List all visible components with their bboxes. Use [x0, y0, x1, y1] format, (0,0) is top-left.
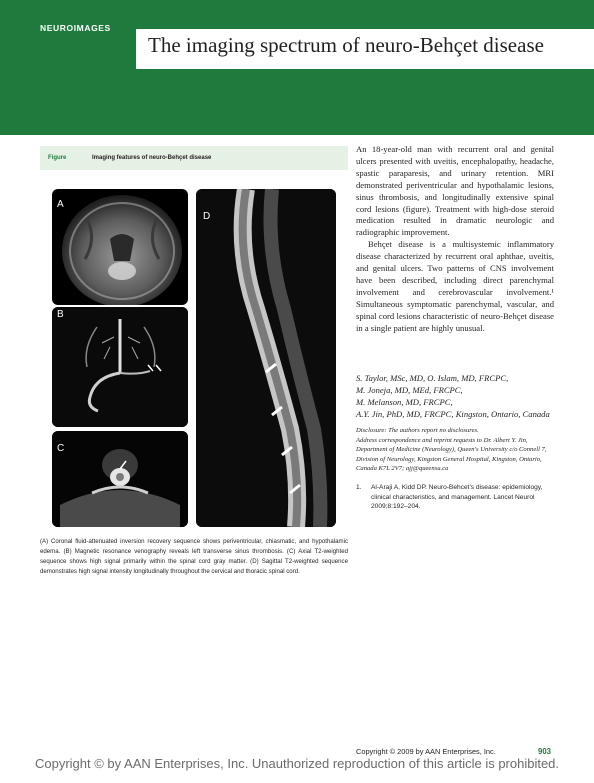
author-line: A.Y. Jin, PhD, MD, FRCPC, Kingston, Ontario, Canada: [356, 408, 550, 419]
correspondence-note: Address correspondence and reprint requests to Dr. Albert Y. Jin, Department of Medicine (Neurology), Queen's University c/o Connell 7, Division of Neurology, Kingston General Hospital, Kingston, Ontario, Canada K7L 2V7; ajj@queensu.ca: [356, 437, 547, 473]
title-box: [136, 29, 594, 69]
figure-images: [40, 181, 348, 531]
figure-title: Imaging features of neuro-Behçet disease: [92, 155, 212, 161]
reference-text: Al-Araji A, Kidd DP. Neuro-Behcet's disease: epidemiology, clinical characteristics, and management. Lancet Neurol 2009;8:192–204.: [371, 484, 543, 510]
footer-copyright: Copyright © 2009 by AAN Enterprises, Inc.: [356, 747, 496, 756]
panel-d-image: [196, 189, 336, 527]
author-line: M. Joneja, MD, MEd, FRCPC,: [356, 384, 463, 395]
figure-caption: (A) Coronal fluid-attenuated inversion recovery sequence shows periventricular, chiasmatic, and hypothalamic edema. (B) Magnetic resonance venography reveals left transverse sinus thrombosis. (C) Axial T2-weighted sequence shows high signal primarily within the spinal cord gray matter. (D) Sagittal T2-weighted sequence demonstrates high signal intensity longitudinally throughout the cervical and thoracic spinal cord.: [40, 538, 348, 575]
author-list: [356, 373, 554, 421]
panel-d-label: D: [203, 211, 211, 222]
figure-header: [40, 146, 348, 170]
page-number: 903: [538, 747, 552, 756]
panel-b-label: B: [57, 309, 64, 320]
body-paragraph: Behçet disease is a multisystemic inflammatory disease characterized by recurrent oral aphthae, uveitis, and genital ulcers. Two patterns of CNS involvement have been described, including direct parenchymal involvement and cerebrovascular involvement.¹ Simultaneous symptomatic parenchymal, vascular, and spinal cord lesions characteristic of neuro-Behçet disease in a single patient are highly unusual.: [356, 239, 554, 333]
panel-a-image: [52, 189, 188, 305]
panel-a-label: A: [57, 199, 64, 210]
body-paragraph: An 18-year-old man with recurrent oral and genital ulcers presented with uveitis, encephalopathy, headache, spastic paraparesis, and urinary retention. MRI demonstrated periventricular and hypothalamic lesions, sinus thrombosis, and longitudinally extensive spinal cord lesions (figure). Treatment with high-dose steroid medication resulted in dramatic neurologic and radiographic improvement.: [356, 144, 554, 238]
reference-number: 1.: [356, 484, 362, 491]
figure-label: Figure: [48, 155, 67, 161]
copyright-watermark: Copyright © by AAN Enterprises, Inc. Unauthorized reproduction of this article is prohibited.: [34, 756, 560, 771]
disclosure-note: Disclosure: The authors report no disclosures.: [356, 427, 479, 434]
reference-item: [356, 483, 554, 512]
author-line: S. Taylor, MSc, MD, O. Islam, MD, FRCPC,: [356, 373, 509, 383]
article-body: [356, 144, 554, 335]
panel-c-image: [52, 431, 188, 527]
article-title: The imaging spectrum of neuro-Behçet disease: [148, 33, 544, 57]
section-label: NEUROIMAGES: [40, 23, 111, 33]
panel-b-image: [52, 307, 188, 427]
author-line: M. Melanson, MD, FRCPC,: [356, 396, 453, 407]
panel-c-label: C: [57, 443, 65, 454]
